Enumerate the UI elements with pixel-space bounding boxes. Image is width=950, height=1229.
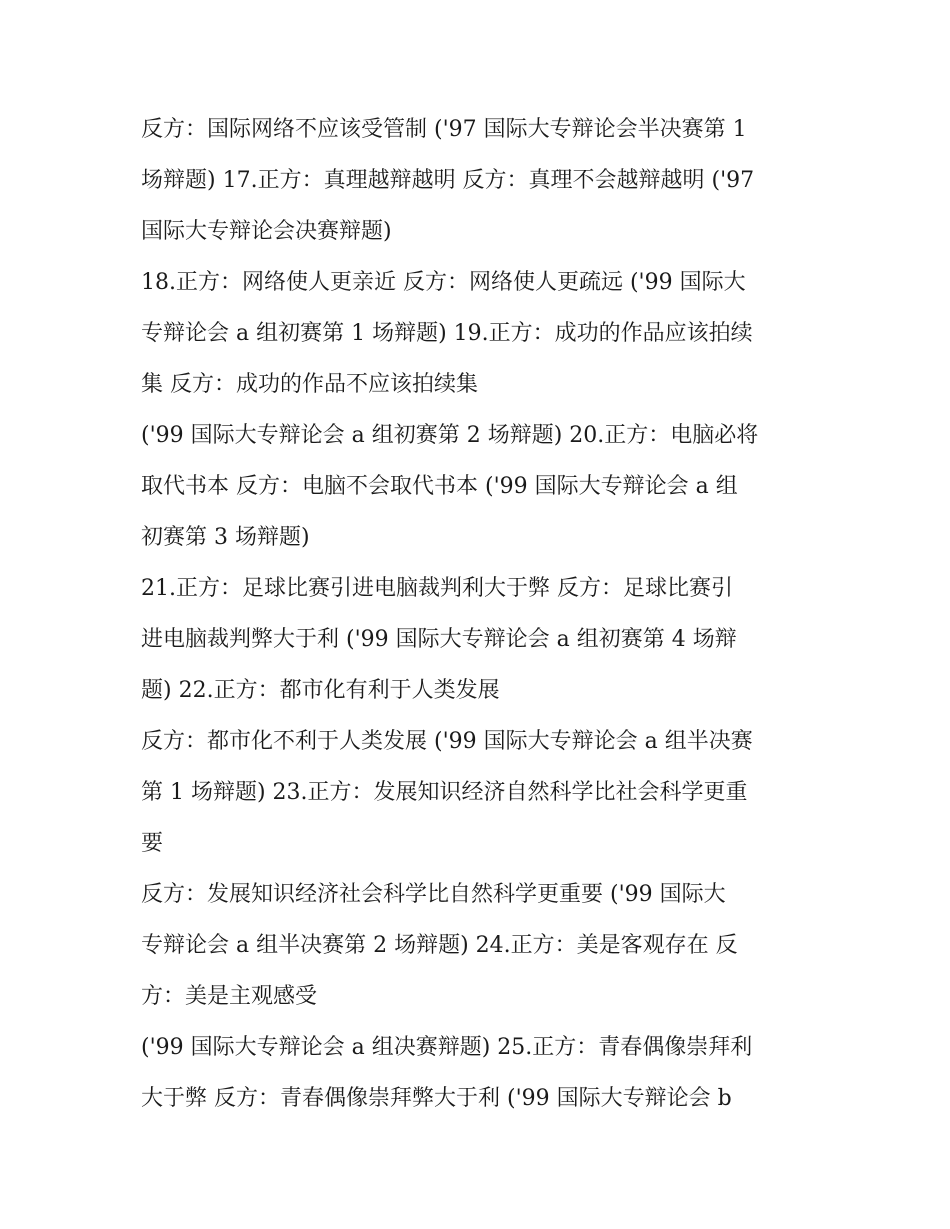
text-line: 18.正方：网络使人更亲近 反方：网络使人更疏远 ('99 国际大 [141, 270, 746, 295]
text-line: ('99 国际大专辩论会 a 组初赛第 2 场辩题) 20.正方：电脑必将 [141, 423, 759, 448]
text-line: 反方：国际网络不应该受管制 ('97 国际大专辩论会半决赛第 1 [141, 117, 747, 142]
document-body [141, 110, 821, 1130]
text-line: 要 [141, 831, 164, 856]
text-line: 21.正方：足球比赛引进电脑裁判利大于弊 反方：足球比赛引 [141, 576, 733, 601]
text-line: 专辩论会 a 组初赛第 1 场辩题) 19.正方：成功的作品应该拍续 [141, 321, 753, 346]
text-line: 方：美是主观感受 [141, 984, 318, 1009]
text-line: 大于弊 反方：青春偶像崇拜弊大于利 ('99 国际大专辩论会 b [141, 1086, 732, 1111]
text-line: 反方：都市化不利于人类发展 ('99 国际大专辩论会 a 组半决赛 [141, 729, 753, 754]
text-line: 取代书本 反方：电脑不会取代书本 ('99 国际大专辩论会 a 组 [141, 474, 738, 499]
text-line: 专辩论会 a 组半决赛第 2 场辩题) 24.正方：美是客观存在 反 [141, 933, 738, 958]
text-line: 集 反方：成功的作品不应该拍续集 [141, 372, 478, 397]
text-line: 初赛第 3 场辩题) [141, 525, 310, 550]
text-line: 反方：发展知识经济社会科学比自然科学更重要 ('99 国际大 [141, 882, 726, 907]
text-line: 题) 22.正方：都市化有利于人类发展 [141, 678, 500, 703]
text-line: 进电脑裁判弊大于利 ('99 国际大专辩论会 a 组初赛第 4 场辩 [141, 627, 737, 652]
text-line: 场辩题) 17.正方：真理越辩越明 反方：真理不会越辩越明 ('97 [141, 168, 755, 193]
text-line: ('99 国际大专辩论会 a 组决赛辩题) 25.正方：青春偶像崇拜利 [141, 1035, 753, 1060]
text-line: 国际大专辩论会决赛辩题) [141, 219, 392, 244]
text-line: 第 1 场辩题) 23.正方：发展知识经济自然科学比社会科学更重 [141, 780, 748, 805]
